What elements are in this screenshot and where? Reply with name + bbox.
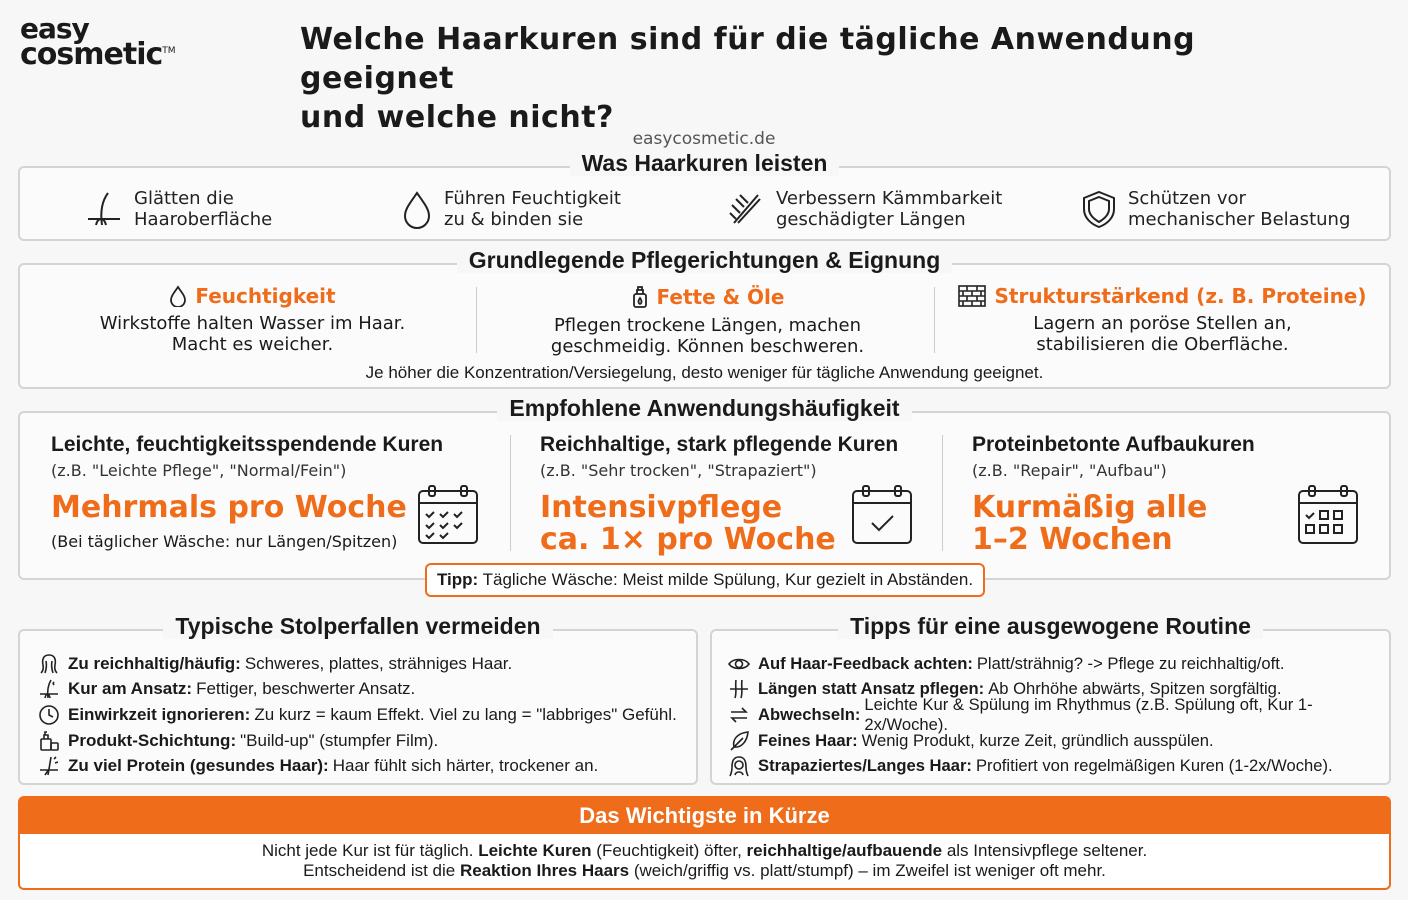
- site-url: easycosmetic.de: [632, 129, 776, 149]
- list-item-text: Leichte Kur & Spülung im Rhythmus (z.B. Spülung oft, Kur 1-2x/Woche).: [864, 694, 1313, 734]
- summary-text: (weich/griffig vs. platt/stumpf) – im Zweifel ist weniger oft mehr.: [633, 861, 1106, 880]
- list-item-label: Einwirkzeit ignorieren:: [68, 704, 251, 724]
- list-item-text: Wenig Produkt, kurze Zeit, gründlich ausspülen.: [861, 730, 1214, 750]
- comb-icon: [726, 189, 766, 229]
- concentration-note: Je höher die Konzentration/Versiegelung, desto weniger für tägliche Anwendung geeignet.: [365, 363, 1044, 382]
- frequency-col: [51, 433, 443, 551]
- list-item-label: Produkt-Schichtung:: [68, 730, 237, 750]
- list-item: [38, 702, 677, 728]
- divider: [942, 435, 943, 551]
- logo-line-2: cosmetic: [20, 37, 163, 72]
- benefit-line: geschädigter Längen: [776, 209, 966, 230]
- summary-bold: Leichte Kuren: [478, 841, 592, 860]
- summary-header: Das Wichtigste in Kürze: [18, 796, 1391, 836]
- list-item-label: Feines Haar:: [758, 730, 858, 750]
- calendar-check-icon: [850, 483, 914, 547]
- list-item: [728, 694, 1389, 734]
- benefits-section: [18, 150, 1391, 241]
- list-item-label: Abwechseln:: [758, 704, 861, 724]
- direction-line: Macht es weicher.: [171, 334, 334, 355]
- direction-line: stabilisieren die Oberfläche.: [1036, 334, 1289, 355]
- tip-label: Tipp:: [436, 570, 479, 589]
- benefit-line: mechanischer Belastung: [1128, 209, 1351, 230]
- tips-section: [710, 613, 1391, 785]
- list-item: [38, 677, 677, 703]
- summary-body: [18, 834, 1391, 890]
- frequency-value: Intensivpflege: [540, 490, 783, 525]
- direction-heading: Fette & Öle: [656, 284, 785, 309]
- list-item-text: "Build-up" (stumpfer Film).: [240, 730, 439, 750]
- droplet-icon: [169, 285, 187, 307]
- pitfalls-list: [38, 651, 677, 779]
- brick-wall-icon: [958, 285, 986, 307]
- summary-text: Nicht jede Kur ist für täglich.: [261, 841, 474, 860]
- divider: [476, 287, 477, 353]
- list-item: [38, 651, 677, 677]
- shield-icon: [1080, 189, 1118, 229]
- logo-trademark: TM: [162, 46, 176, 56]
- oil-bottle-icon: [631, 285, 649, 309]
- summary-text: als Intensivpflege seltener.: [946, 841, 1148, 860]
- benefit-item: [400, 188, 621, 230]
- summary-text: Entscheidend ist die: [303, 861, 456, 880]
- directions-section: [18, 247, 1391, 389]
- benefits-title: Was Haarkuren leisten: [570, 150, 840, 176]
- hair-strand-icon: [84, 189, 124, 229]
- frequency-example: (z.B. "Sehr trocken", "Strapaziert"): [540, 461, 817, 480]
- direction-col: [25, 285, 480, 355]
- frequency-value: Mehrmals pro Woche: [51, 490, 407, 525]
- direction-line: Pflegen trockene Längen, machen: [553, 315, 862, 336]
- list-item-text: Schweres, plattes, strähniges Haar.: [244, 653, 513, 673]
- benefit-line: Führen Feuchtigkeit: [444, 188, 621, 209]
- stiff-hair-icon: [38, 755, 60, 777]
- frequency-section: [18, 395, 1391, 580]
- tips-title: Tipps für eine ausgewogene Routine: [838, 613, 1263, 639]
- list-item-label: Zu reichhaltig/häufig:: [68, 653, 241, 673]
- benefit-item: [1080, 188, 1350, 230]
- benefit-line: Glätten die: [134, 188, 234, 209]
- heavy-hair-icon: [38, 653, 60, 675]
- benefit-line: Haaroberfläche: [134, 209, 273, 230]
- direction-heading: Strukturstärkend (z. B. Proteine): [994, 283, 1367, 308]
- pitfalls-section: [18, 613, 698, 785]
- calendar-grid-icon: [1296, 483, 1360, 547]
- frequency-heading: Leichte, feuchtigkeitsspendende Kuren: [51, 433, 444, 456]
- frequency-heading: Reichhaltige, stark pflegende Kuren: [540, 433, 899, 456]
- calendar-multi-check-icon: [416, 483, 480, 547]
- frequency-example: (z.B. "Repair", "Aufbau"): [972, 461, 1167, 480]
- long-hair-icon: [728, 755, 750, 777]
- divider: [510, 435, 511, 551]
- list-item-text: Platt/strähnig? -> Pflege zu reichhaltig/oft.: [976, 653, 1285, 673]
- list-item: [38, 728, 677, 754]
- summary-bold: Reaktion Ihres Haars: [459, 861, 630, 880]
- hair-root-icon: [38, 678, 60, 700]
- list-item-text: Profitiert von regelmäßigen Kuren (1-2x/Woche).: [975, 756, 1333, 776]
- benefit-line: zu & binden sie: [444, 209, 584, 230]
- title-line-2: und welche nicht?: [300, 100, 614, 135]
- frequency-col: [540, 433, 898, 556]
- list-item: [728, 753, 1389, 779]
- list-item-label: Strapaziertes/Langes Haar:: [758, 756, 972, 776]
- frequency-note: (Bei täglicher Wäsche: nur Längen/Spitzen): [51, 532, 398, 551]
- swap-arrows-icon: [728, 704, 750, 726]
- benefit-line: Verbessern Kämmbarkeit: [776, 188, 1003, 209]
- tips-list: [728, 651, 1389, 779]
- pitfalls-title: Typische Stolperfallen vermeiden: [163, 613, 552, 639]
- brand-logo: [20, 12, 176, 72]
- list-item: [728, 651, 1389, 677]
- summary-bold: reichhaltige/aufbauende: [746, 841, 943, 860]
- frequency-value: ca. 1× pro Woche: [540, 522, 836, 557]
- list-item-text: Ab Ohrhöhe abwärts, Spitzen sorgfältig.: [988, 679, 1282, 699]
- direction-col: [480, 285, 935, 357]
- frequency-value: Kurmäßig alle: [972, 490, 1208, 525]
- frequency-title: Empfohlene Anwendungshäufigkeit: [497, 395, 911, 421]
- page-title: [300, 20, 1260, 137]
- frequency-example: (z.B. "Leichte Pflege", "Normal/Fein"): [51, 461, 347, 480]
- summary-text: (Feuchtigkeit) öfter,: [596, 841, 742, 860]
- droplet-icon: [400, 189, 434, 229]
- list-item-text: Haar fühlt sich härter, trockener an.: [332, 756, 599, 776]
- frequency-col: [972, 433, 1255, 556]
- title-line-1: Welche Haarkuren sind für die tägliche Anwendung geeignet: [300, 22, 1196, 96]
- list-item-text: Zu kurz = kaum Effekt. Viel zu lang = "labbriges" Gefühl.: [254, 704, 677, 724]
- clock-icon: [38, 704, 60, 726]
- list-item-label: Auf Haar-Feedback achten:: [758, 653, 973, 673]
- direction-col: [935, 285, 1390, 355]
- benefit-item: [726, 188, 1002, 230]
- direction-heading: Feuchtigkeit: [195, 283, 336, 308]
- direction-line: Wirkstoffe halten Wasser im Haar.: [99, 313, 406, 334]
- list-item-label: Zu viel Protein (gesundes Haar):: [68, 756, 329, 776]
- direction-line: Lagern an poröse Stellen an,: [1033, 313, 1292, 334]
- tip-text: Tägliche Wäsche: Meist milde Spülung, Kur gezielt in Abständen.: [482, 570, 974, 589]
- logo-line-1: easy: [20, 12, 89, 45]
- product-layers-icon: [38, 730, 60, 752]
- frequency-value: 1–2 Wochen: [972, 522, 1173, 557]
- tip-box: [425, 563, 985, 597]
- feather-icon: [728, 730, 750, 752]
- frequency-heading: Proteinbetonte Aufbaukuren: [972, 433, 1255, 456]
- directions-title: Grundlegende Pflegerichtungen & Eignung: [457, 247, 953, 273]
- benefit-item: [84, 188, 272, 230]
- list-item-label: Kur am Ansatz:: [68, 679, 193, 699]
- list-item-text: Fettiger, beschwerter Ansatz.: [196, 679, 416, 699]
- benefit-line: Schützen vor: [1128, 188, 1246, 209]
- hair-lengths-icon: [728, 678, 750, 700]
- direction-line: geschmeidig. Können beschweren.: [550, 336, 865, 357]
- eye-icon: [728, 653, 750, 675]
- list-item-label: Längen statt Ansatz pflegen:: [758, 679, 985, 699]
- list-item: [38, 753, 677, 779]
